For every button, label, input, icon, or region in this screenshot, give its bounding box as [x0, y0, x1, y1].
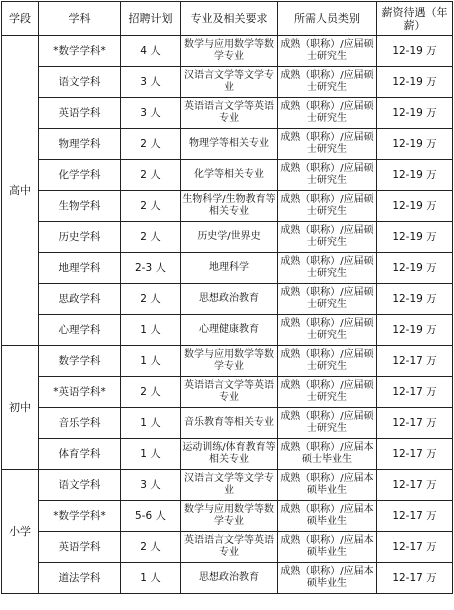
table-row — [2, 470, 453, 501]
category-cell: 成熟（职称）/应届硕士研究生 — [278, 67, 377, 98]
plan-cell: 3 人 — [121, 470, 181, 501]
category-cell: 成熟（职称）/应届本硕士毕业生 — [278, 439, 377, 470]
plan-cell: 1 人 — [121, 315, 181, 346]
stage-cell: 高中 — [2, 36, 39, 346]
salary-cell: 12-17 万 — [377, 501, 453, 532]
header-subject: 学科 — [39, 2, 121, 36]
plan-cell: 2-3 人 — [121, 253, 181, 284]
major-cell: 历史学/世界史 — [181, 222, 278, 253]
category-cell: 成熟（职称）/应届硕士研究生 — [278, 191, 377, 222]
header-category: 所需人员类别 — [278, 2, 377, 36]
plan-cell: 4 人 — [121, 36, 181, 67]
salary-cell: 12-19 万 — [377, 284, 453, 315]
subject-cell: 英语学科 — [39, 98, 121, 129]
table-row — [2, 377, 453, 408]
subject-cell: 语文学科 — [39, 470, 121, 501]
major-cell: 数学与应用数学等数学专业 — [181, 36, 278, 67]
major-cell: 英语语言文学等英语专业 — [181, 532, 278, 563]
salary-cell: 12-17 万 — [377, 563, 453, 594]
category-cell: 成熟（职称）/应届本硕毕业生 — [278, 501, 377, 532]
subject-cell: 英语学科 — [39, 532, 121, 563]
recruitment-table — [1, 1, 453, 594]
subject-cell: 生物学科 — [39, 191, 121, 222]
plan-cell: 2 人 — [121, 377, 181, 408]
header-row — [2, 2, 453, 36]
major-cell: 汉语言文学等文学专业 — [181, 470, 278, 501]
plan-cell: 3 人 — [121, 67, 181, 98]
table-row — [2, 315, 453, 346]
salary-cell: 12-19 万 — [377, 36, 453, 67]
category-cell: 成熟（职称）/应届硕士研究生 — [278, 377, 377, 408]
stage-cell: 初中 — [2, 346, 39, 470]
category-cell: 成熟（职称）/应届硕士研究生 — [278, 408, 377, 439]
salary-cell: 12-17 万 — [377, 439, 453, 470]
category-cell: 成熟（职称）/应届硕士研究生 — [278, 346, 377, 377]
table-row — [2, 160, 453, 191]
subject-cell: 心理学科 — [39, 315, 121, 346]
category-cell: 成熟（职称）/应届硕士研究生 — [278, 36, 377, 67]
major-cell: 思想政治教育 — [181, 563, 278, 594]
subject-cell: *数学学科* — [39, 501, 121, 532]
plan-cell: 1 人 — [121, 439, 181, 470]
plan-cell: 2 人 — [121, 532, 181, 563]
major-cell: 思想政治教育 — [181, 284, 278, 315]
category-cell: 成熟（职称）/应届硕士研究生 — [278, 129, 377, 160]
major-cell: 化学等相关专业 — [181, 160, 278, 191]
table-row — [2, 284, 453, 315]
table-row — [2, 67, 453, 98]
plan-cell: 1 人 — [121, 563, 181, 594]
salary-cell: 12-17 万 — [377, 470, 453, 501]
table-row — [2, 129, 453, 160]
category-cell: 成熟（职称）/应届本硕毕业生 — [278, 563, 377, 594]
table-row — [2, 408, 453, 439]
category-cell: 成熟（职称）/应届本硕毕业生 — [278, 470, 377, 501]
category-cell: 成熟（职称）/应届硕士研究生 — [278, 253, 377, 284]
table-row — [2, 346, 453, 377]
salary-cell: 12-19 万 — [377, 315, 453, 346]
major-cell: 音乐教育等相关专业 — [181, 408, 278, 439]
subject-cell: 历史学科 — [39, 222, 121, 253]
category-cell: 成熟（职称）/应届硕士研究生 — [278, 284, 377, 315]
major-cell: 英语语言文学等英语专业 — [181, 98, 278, 129]
salary-cell: 12-19 万 — [377, 160, 453, 191]
salary-cell: 12-19 万 — [377, 129, 453, 160]
subject-cell: 思政学科 — [39, 284, 121, 315]
plan-cell: 2 人 — [121, 191, 181, 222]
table-row — [2, 501, 453, 532]
subject-cell: 物理学科 — [39, 129, 121, 160]
major-cell: 地理科学 — [181, 253, 278, 284]
category-cell: 成熟（职称）/应届硕士研究生 — [278, 160, 377, 191]
table-row — [2, 222, 453, 253]
subject-cell: 地理学科 — [39, 253, 121, 284]
header-stage: 学段 — [2, 2, 39, 36]
subject-cell: 音乐学科 — [39, 408, 121, 439]
plan-cell: 2 人 — [121, 222, 181, 253]
category-cell: 成熟（职称）/应届硕士研究生 — [278, 315, 377, 346]
header-plan: 招聘计划 — [121, 2, 181, 36]
plan-cell: 2 人 — [121, 284, 181, 315]
major-cell: 运动训练/体育教育等相关专业 — [181, 439, 278, 470]
major-cell: 数学与应用数学等数学专业 — [181, 346, 278, 377]
salary-cell: 12-19 万 — [377, 253, 453, 284]
table-row — [2, 36, 453, 67]
table-row — [2, 439, 453, 470]
header-salary: 薪资待遇（年薪） — [377, 2, 453, 36]
subject-cell: 化学学科 — [39, 160, 121, 191]
stage-cell: 小学 — [2, 470, 39, 594]
salary-cell: 12-17 万 — [377, 346, 453, 377]
plan-cell: 2 人 — [121, 129, 181, 160]
plan-cell: 1 人 — [121, 408, 181, 439]
category-cell: 成熟（职称）/应届硕士研究生 — [278, 222, 377, 253]
major-cell: 物理学等相关专业 — [181, 129, 278, 160]
salary-cell: 12-19 万 — [377, 67, 453, 98]
plan-cell: 1 人 — [121, 346, 181, 377]
salary-cell: 12-19 万 — [377, 98, 453, 129]
table-row — [2, 98, 453, 129]
subject-cell: 数学学科 — [39, 346, 121, 377]
salary-cell: 12-17 万 — [377, 532, 453, 563]
salary-cell: 12-19 万 — [377, 222, 453, 253]
subject-cell: 道法学科 — [39, 563, 121, 594]
salary-cell: 12-19 万 — [377, 191, 453, 222]
plan-cell: 5-6 人 — [121, 501, 181, 532]
plan-cell: 2 人 — [121, 160, 181, 191]
major-cell: 数学与应用数学等数学专业 — [181, 501, 278, 532]
subject-cell: *英语学科* — [39, 377, 121, 408]
category-cell: 成熟（职称）/应届本硕毕业生 — [278, 532, 377, 563]
subject-cell: 体育学科 — [39, 439, 121, 470]
salary-cell: 12-17 万 — [377, 408, 453, 439]
major-cell: 汉语言文学等文学专业 — [181, 67, 278, 98]
major-cell: 英语语言文学等英语专业 — [181, 377, 278, 408]
subject-cell: *数学学科* — [39, 36, 121, 67]
major-cell: 生物科学/生物教育等相关专业 — [181, 191, 278, 222]
table-row — [2, 563, 453, 594]
subject-cell: 语文学科 — [39, 67, 121, 98]
salary-cell: 12-17 万 — [377, 377, 453, 408]
table-row — [2, 191, 453, 222]
category-cell: 成熟（职称）/应届硕士研究生 — [278, 98, 377, 129]
table-row — [2, 532, 453, 563]
plan-cell: 3 人 — [121, 98, 181, 129]
header-major: 专业及相关要求 — [181, 2, 278, 36]
table-body — [2, 36, 453, 594]
table-row — [2, 253, 453, 284]
major-cell: 心理健康教育 — [181, 315, 278, 346]
